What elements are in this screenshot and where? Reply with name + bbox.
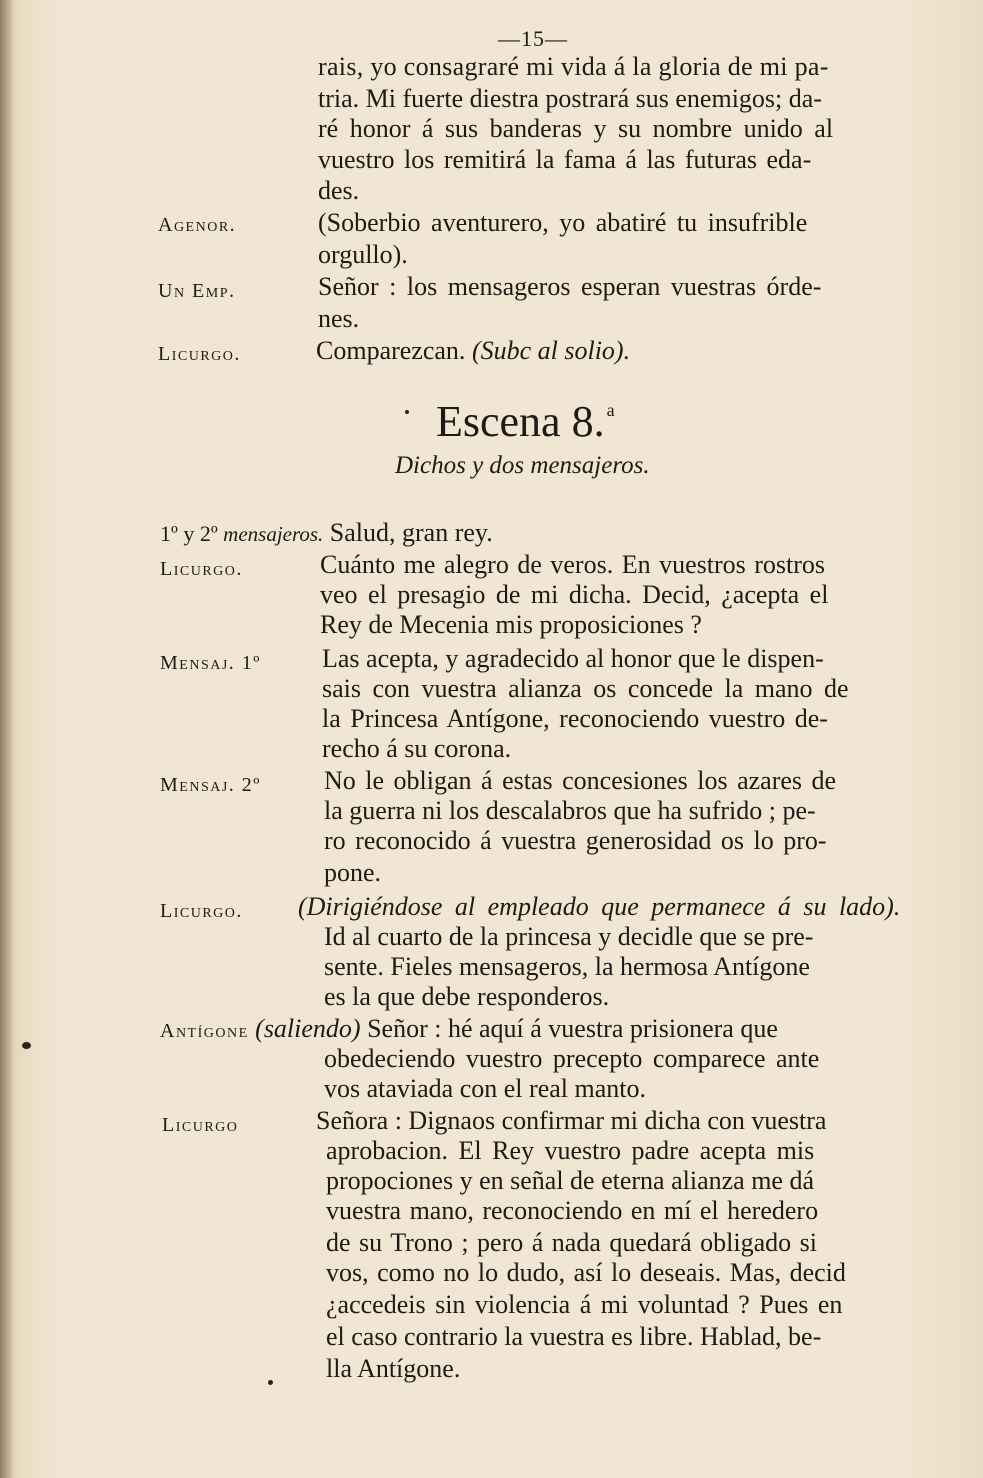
text-line: propociones y en señal de eterna alianza me dá — [326, 1166, 814, 1195]
speaker-licurgo: Licurgo. — [160, 900, 243, 922]
text-line: aprobacion. El Rey vuestro padre acepta mis — [326, 1136, 815, 1165]
text-line: obedeciendo vuestro precepto comparece ante — [324, 1044, 820, 1073]
text-line: vuestra mano, reconociendo en mí el heredero — [326, 1196, 819, 1225]
speaker-licurgo: Licurgo. — [158, 343, 241, 365]
text-line: vuestro los remitirá la fama á las futuras eda- — [318, 145, 812, 174]
text-line: orgullo). — [318, 240, 408, 269]
dialogue-text: Señor : hé aquí á vuestra prisionera que — [360, 1014, 778, 1043]
text-line: de su Trono ; pero á nada quedará obligado si — [326, 1228, 817, 1257]
speaker-antigone: Antígone — [160, 1020, 249, 1042]
stage-direction: (Dirigiéndose al empleado que permanece á su lado). — [298, 892, 901, 921]
ink-speck — [22, 1042, 31, 1049]
text-line: vos, como no lo dudo, así lo deseais. Mas, decid — [326, 1258, 846, 1287]
text-line: des. — [318, 176, 360, 205]
stage-direction: (Subc al solio). — [471, 336, 631, 365]
text-line: nes. — [318, 304, 360, 333]
text-line: el caso contrario la vuestra es libre. Hablad, be- — [326, 1322, 822, 1351]
text-line: No le obligan á estas concesiones los azares de — [324, 766, 837, 795]
speaker-mensajeros: mensajeros. — [223, 522, 324, 546]
speaker-mensaj-1: Mensaj. 1º — [160, 652, 261, 674]
text-line: lla Antígone. — [326, 1354, 461, 1383]
text-line: ré honor á sus banderas y su nombre unido al — [318, 114, 834, 143]
text-line — [160, 1014, 778, 1046]
text-line: sente. Fieles mensageros, la hermosa Antígone — [324, 952, 810, 981]
text-line: (Soberbio aventurero, yo abatiré tu insufrible — [318, 208, 808, 237]
text-line: ¿accedeis sin violencia á mi voluntad ? Pues en — [326, 1290, 843, 1319]
text-line: ro reconocido á vuestra generosidad os lo pro- — [324, 826, 827, 855]
binding-shadow — [0, 0, 14, 1478]
text-line: pone. — [324, 858, 382, 887]
text-line: tria. Mi fuerte diestra postrará sus enemigos; da- — [318, 84, 822, 113]
ink-speck — [405, 410, 409, 414]
text-line: Cuánto me alegro de veros. En vuestros rostros — [320, 550, 826, 579]
text-line: Rey de Mecenia mis proposiciones ? — [320, 610, 702, 639]
dialogue-text: Salud, gran rey. — [323, 518, 493, 547]
scene-subtitle: Dichos y dos mensajeros. — [395, 452, 650, 479]
dialogue-text: Comparezcan. — [316, 336, 472, 365]
text-line: rais, yo consagraré mi vida á la gloria de mi pa- — [318, 52, 829, 81]
speaker-licurgo: Licurgo. — [160, 558, 243, 580]
speaker-mensaj-2: Mensaj. 2º — [160, 774, 261, 796]
speaker-mensajeros-num: 1º y 2º — [160, 521, 224, 546]
text-line: Las acepta, y agradecido al honor que le dispen- — [322, 644, 824, 673]
text-line: la Princesa Antígone, reconociendo vuestro de- — [322, 704, 828, 733]
text-line: Señor : los mensageros esperan vuestras órde- — [318, 272, 822, 301]
text-line: veo el presagio de mi dicha. Decid, ¿acepta el — [320, 580, 829, 609]
text-line: sais con vuestra alianza os concede la mano de — [322, 674, 849, 703]
text-line: Id al cuarto de la princesa y decidle que se pre- — [324, 922, 814, 951]
speaker-licurgo: Licurgo — [162, 1114, 239, 1136]
text-line: es la que debe responderos. — [324, 982, 610, 1011]
scene-title: Escena 8. $^a$ — [436, 397, 615, 446]
text-line: Señora : Dignaos confirmar mi dicha con vuestra — [316, 1106, 827, 1135]
text-line: vos ataviada con el real manto. — [324, 1074, 646, 1103]
text-line: recho á su corona. — [322, 734, 512, 763]
text-line — [316, 336, 630, 366]
stage-direction: (saliendo) — [255, 1014, 361, 1043]
text-line: la guerra ni los descalabros que ha sufrido ; pe- — [324, 796, 816, 825]
text-line — [160, 518, 493, 549]
ink-speck — [268, 1380, 273, 1385]
speaker-un-emp: Un Emp. — [158, 280, 236, 302]
page-number: —15— — [498, 26, 568, 51]
scene-title-superscript: a — [606, 400, 615, 420]
speaker-agenor: Agenor. — [158, 214, 237, 236]
